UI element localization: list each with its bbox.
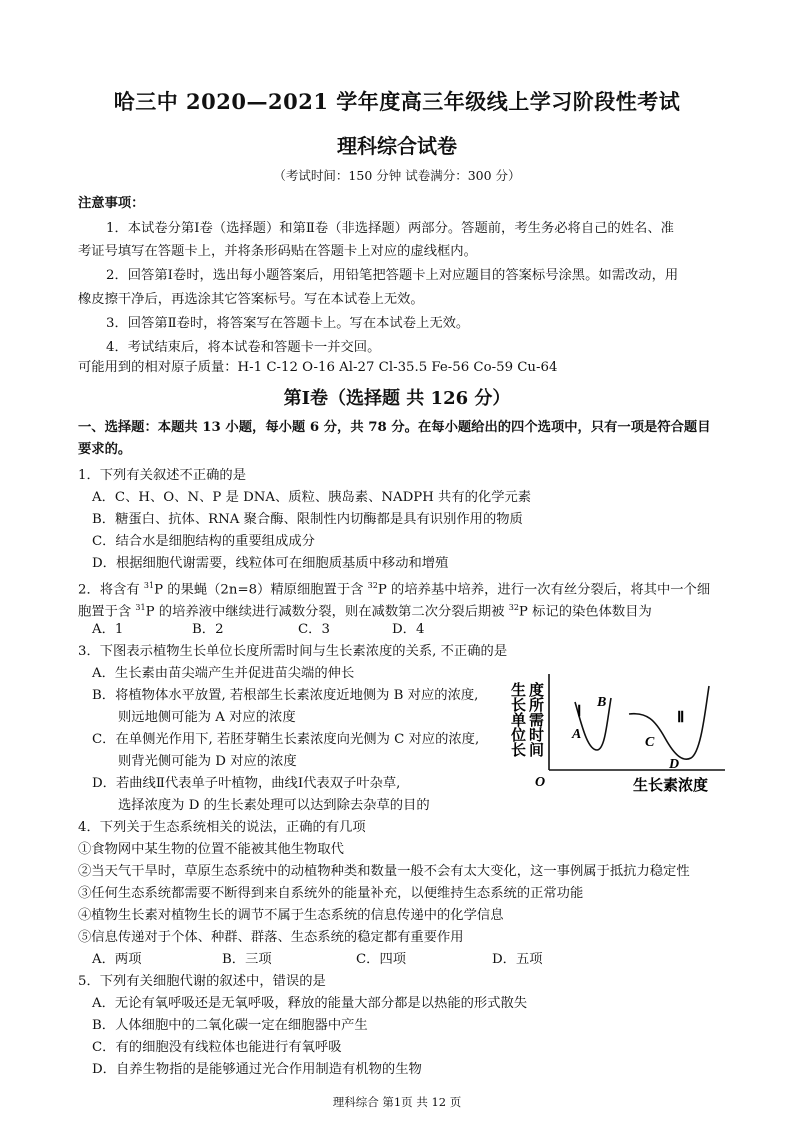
section-instruction-1: 一、选择题：本题共 13 小题，每小题 6 分，共 78 分。在每小题给出的四个选项中，只有一项是符合题目 (78, 420, 711, 435)
q3-stem: 3．下图表示植物生长单位长度所需时间与生长素浓度的关系, 不正确的是 (78, 644, 508, 659)
figure-ylabel-col1: 生长单位长 (509, 682, 525, 757)
notice-item-2a: 2．回答第Ⅰ卷时，选出每小题答案后，用铅笔把答题卡上对应题目的答案标号涂黑。如需改动，用 (106, 268, 679, 283)
page-footer: 理科综合 第1页 共 12 页 (332, 1095, 462, 1109)
notice-item-1a: 1．本试卷分第Ⅰ卷（选择题）和第Ⅱ卷（非选择题）两部分。答题前，考生务必将自己的姓名、准 (106, 221, 674, 236)
notice-heading: 注意事项： (78, 196, 145, 211)
notice-item-1b: 考证号填写在答题卡上，并将条形码贴在答题卡上对应的虚线框内。 (78, 244, 477, 259)
exam-info: （考试时间：150 分钟 试卷满分：300 分） (273, 168, 521, 183)
q3-option-d-line2: 选择浓度为 D 的生长素处理可以达到除去杂草的目的 (118, 798, 430, 813)
q4-stem: 4．下列关于生态系统相关的说法，正确的有几项 (78, 820, 366, 835)
figure-ylabel-col2: 度所需时间 (527, 682, 543, 757)
q4-statement-2: ②当天气干旱时，草原生态系统中的动植物种类和数量一般不会有太大变化，这一事例属于抵抗力稳定性 (78, 864, 690, 879)
q5-option-d: D．自养生物指的是能够通过光合作用制造有机物的生物 (92, 1062, 422, 1077)
q4-statement-4: ④植物生长素对植物生长的调节不属于生态系统的信息传递中的化学信息 (78, 908, 504, 923)
q4-option-d: D．五项 (492, 952, 543, 967)
notice-item-4: 4．考试结束后，将本试卷和答题卡一并交回。 (106, 340, 381, 355)
q3-option-b-line2: 则远地侧可能为 A 对应的浓度 (118, 710, 296, 725)
q1-option-d: D．根据细胞代谢需要，线粒体可在细胞质基质中移动和增殖 (92, 556, 449, 571)
figure-point-a: A (572, 727, 582, 742)
q3-growth-figure (505, 672, 727, 798)
q1-option-a: A．C、H、O、N、P 是 DNA、质粒、胰岛素、NADPH 共有的化学元素 (92, 490, 532, 505)
q4-statement-1: ①食物网中某生物的位置不能被其他生物取代 (78, 842, 344, 857)
q2-option-d: D．4 (392, 622, 425, 637)
q3-option-a: A．生长素由苗尖端产生并促进苗尖端的伸长 (92, 666, 355, 681)
q2-stem-line2: 胞置于含 $^{31}$P 的培养液中继续进行减数分裂，则在减数第二次分裂后期被 $^{32}$P 标记的染色体数目为 (78, 603, 652, 620)
q3-option-c-line1: C．在单侧光作用下, 若胚芽鞘生长素浓度向光侧为 C 对应的浓度, (92, 732, 480, 747)
atomic-masses: 可能用到的相对原子质量：H-1 C-12 O-16 Al-27 Cl-35.5 Fe-56 Co-59 Cu-64 (78, 360, 558, 375)
section-instruction-2: 要求的。 (78, 442, 132, 457)
q1-stem: 1．下列有关叙述不正确的是 (78, 468, 247, 483)
q4-option-a: A．两项 (92, 952, 142, 967)
q4-option-c: C．四项 (356, 952, 407, 967)
q1-option-b: B．糖蛋白、抗体、RNA 聚合酶、限制性内切酶都是具有识别作用的物质 (92, 512, 523, 527)
section-title: 第Ⅰ卷（选择题 共 126 分） (283, 388, 511, 409)
figure-point-d: D (669, 757, 680, 772)
q2-option-a: A．1 (92, 622, 124, 637)
q3-option-d-line1: D．若曲线Ⅱ代表单子叶植物，曲线Ⅰ代表双子叶杂草, (92, 776, 401, 791)
q2-option-c: C．3 (298, 622, 330, 637)
q5-option-c: C．有的细胞没有线粒体也能进行有氧呼吸 (92, 1040, 342, 1055)
notice-item-2b: 橡皮擦干净后，再选涂其它答案标号。写在本试卷上无效。 (78, 292, 424, 307)
q2-stem-line1: 2．将含有 $^{31}$P 的果蝇（2n=8）精原细胞置于含 $^{32}$P 的培养基中培养，进行一次有丝分裂后，将其中一个细 (78, 581, 711, 598)
q4-statement-3: ③任何生态系统都需要不断得到来自系统外的能量补充，以便维持生态系统的正常功能 (78, 886, 584, 901)
figure-point-b: B (597, 695, 607, 710)
exam-subtitle: 理科综合试卷 (337, 134, 457, 158)
notice-item-3: 3．回答第Ⅱ卷时，将答案写在答题卡上。写在本试卷上无效。 (106, 316, 470, 331)
figure-curve-1-label: Ⅰ (577, 704, 582, 720)
figure-origin-label: O (535, 775, 546, 790)
q5-option-b: B．人体细胞中的二氧化碳一定在细胞器中产生 (92, 1018, 368, 1033)
q3-option-c-line2: 则背光侧可能为 D 对应的浓度 (118, 754, 297, 769)
q5-stem: 5．下列有关细胞代谢的叙述中，错误的是 (78, 974, 326, 989)
exam-title: 哈三中 2020—2021 学年度高三年级线上学习阶段性考试 (113, 89, 681, 114)
figure-curve-2 (629, 686, 709, 759)
figure-curve-2-label: Ⅱ (677, 710, 685, 726)
q5-option-a: A．无论有氧呼吸还是无氧呼吸，释放的能量大部分都是以热能的形式散失 (92, 996, 528, 1011)
figure-xlabel: 生长素浓度 (633, 778, 709, 794)
q4-option-b: B．三项 (222, 952, 272, 967)
q3-option-b-line1: B．将植物体水平放置, 若根部生长素浓度近地侧为 B 对应的浓度, (92, 688, 479, 703)
q1-option-c: C．结合水是细胞结构的重要组成成分 (92, 534, 315, 549)
q4-statement-5: ⑤信息传递对于个体、种群、群落、生态系统的稳定都有重要作用 (78, 930, 464, 945)
figure-point-c: C (645, 735, 655, 750)
q2-option-b: B．2 (192, 622, 224, 637)
